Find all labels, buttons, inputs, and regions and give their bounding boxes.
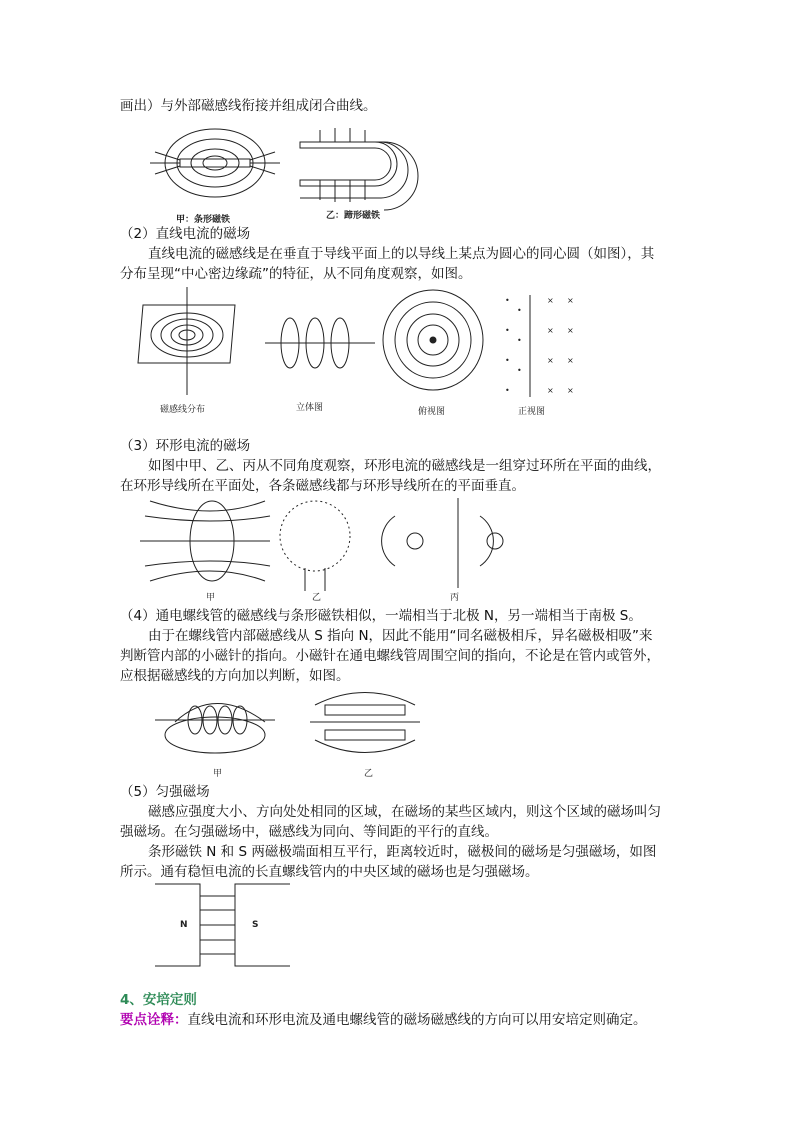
svg-text:×: × — [567, 296, 574, 305]
svg-text:•: • — [517, 336, 522, 345]
text-line: 磁感应强度大小、方向处处相同的区域，在磁场的某些区域内，则这个区域的磁场叫匀 — [148, 804, 661, 820]
svg-text:•: • — [505, 296, 510, 305]
caption-ring-a: 甲 — [206, 593, 216, 603]
section-heading: （2）直线电流的磁场 — [120, 226, 251, 242]
svg-text:×: × — [567, 356, 574, 365]
caption-u-magnet: 乙：蹄形磁铁 — [326, 211, 381, 221]
text-line: 由于在螺线管内部磁感线从 S 指向 N，因此不能用“同名磁极相斥，异名磁极相吸”来 — [148, 628, 653, 644]
caption-ring-c: 丙 — [450, 593, 460, 603]
svg-text:×: × — [547, 296, 554, 305]
caption-solenoid-b: 乙 — [364, 769, 374, 779]
text-line: 画出）与外部磁感线衔接并组成闭合曲线。 — [120, 98, 377, 114]
key-point-text: 直线电流和环形电流及通电螺线管的磁场磁感线的方向可以用安培定则确定。 — [187, 1012, 647, 1028]
key-point-label: 要点诠释： — [120, 1012, 188, 1028]
caption-front-view: 正视图 — [518, 407, 546, 417]
text-line: 强磁场。在匀强磁场中，磁感线为同向、等间距的平行的直线。 — [120, 824, 498, 840]
text-line: 所示。通有稳恒电流的长直螺线管内的中央区域的磁场也是匀强磁场。 — [120, 864, 539, 880]
caption-top-view: 俯视图 — [418, 407, 446, 417]
caption-ring-b: 乙 — [312, 593, 322, 603]
caption-solenoid-a: 甲 — [213, 769, 223, 779]
svg-text:×: × — [567, 386, 574, 395]
text-line: 分布呈现“中心密边缘疏”的特征，从不同角度观察，如图。 — [120, 266, 472, 282]
caption-bar-magnet: 甲：条形磁铁 — [176, 215, 231, 225]
svg-text:×: × — [547, 356, 554, 365]
section-4-heading: 4、安培定则 — [120, 992, 197, 1008]
key-point-line — [120, 1010, 680, 1030]
text-line: 判断管内部的小磁针的指向。小磁针在通电螺线管周围空间的指向，不论是在管内或管外， — [120, 648, 660, 664]
text-line: 应根据磁感线的方向加以判断，如图。 — [120, 668, 350, 684]
pole-n-label: N — [180, 920, 188, 930]
text-line: 直线电流的磁感线是在垂直于导线平面上的以导线上某点为圆心的同心圆（如图），其 — [148, 246, 655, 262]
svg-text:×: × — [567, 326, 574, 335]
section-heading: （4）通电螺线管的磁感线与条形磁铁相似，一端相当于北极 N，另一端相当于南极 S。 — [120, 608, 642, 624]
solenoid-figure — [155, 690, 425, 760]
text-line: 在环形导线所在平面处，各条磁感线都与环形导线所在的平面垂直。 — [120, 478, 525, 494]
svg-text:•: • — [505, 356, 510, 365]
svg-text:×: × — [547, 326, 554, 335]
section-heading: （3）环形电流的磁场 — [120, 438, 251, 454]
svg-text:•: • — [517, 306, 522, 315]
caption-3d-view: 立体图 — [296, 403, 324, 413]
straight-current-figure — [135, 285, 595, 405]
uniform-field-figure — [155, 884, 290, 969]
svg-text:×: × — [547, 386, 554, 395]
svg-text:•: • — [517, 366, 522, 375]
pole-s-label: S — [252, 920, 259, 930]
section-heading: （5）匀强磁场 — [120, 784, 210, 800]
svg-text:•: • — [505, 326, 510, 335]
caption-field-distribution: 磁感线分布 — [160, 405, 206, 415]
svg-text:•: • — [505, 386, 510, 395]
ring-current-figure — [140, 496, 500, 592]
text-line: 如图中甲、乙、丙从不同角度观察，环形电流的磁感线是一组穿过环所在平面的曲线， — [148, 458, 661, 474]
text-line: 条形磁铁 N 和 S 两磁极端面相互平行，距离较近时，磁极间的磁场是匀强磁场，如图 — [148, 844, 657, 860]
